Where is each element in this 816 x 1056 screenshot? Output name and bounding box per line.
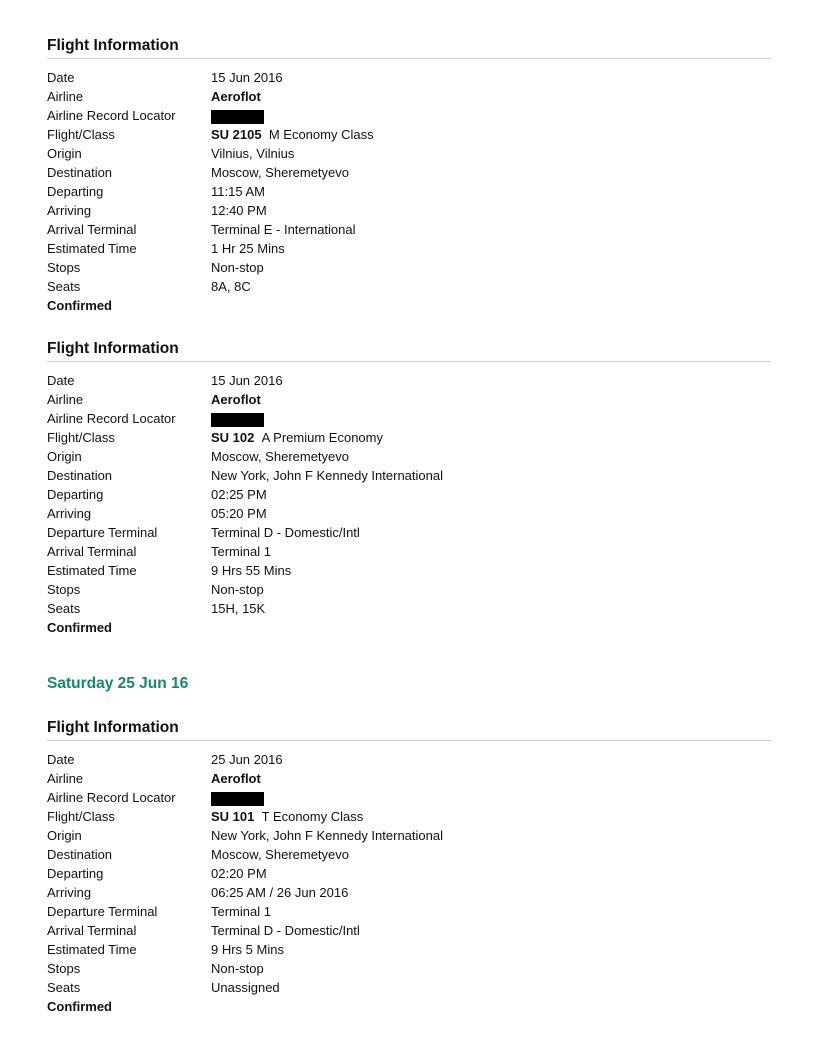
row-date: [47, 750, 611, 769]
flight-class: T Economy Class: [261, 809, 364, 824]
row-departing: [47, 485, 611, 504]
status-confirmed: Confirmed: [47, 999, 112, 1014]
value-origin: New York, John F Kennedy International: [211, 828, 443, 843]
redacted-record-locator: [211, 792, 264, 806]
flight-details-table: [47, 371, 611, 618]
day-heading: Saturday 25 Jun 16: [47, 675, 189, 692]
row-origin: [47, 447, 611, 466]
value-departing: 02:25 PM: [211, 487, 267, 502]
label-date: Date: [47, 70, 75, 85]
label-estimated-time: Estimated Time: [47, 942, 137, 957]
label-record-locator: Airline Record Locator: [47, 790, 176, 805]
row-record-locator: [47, 788, 611, 807]
label-seats: Seats: [47, 279, 81, 294]
row-stops: [47, 580, 611, 599]
label-destination: Destination: [47, 847, 113, 862]
row-date: [47, 68, 611, 87]
value-stops: Non-stop: [211, 582, 264, 597]
label-origin: Origin: [47, 449, 82, 464]
value-origin: Moscow, Sheremetyevo: [211, 449, 350, 464]
value-estimated-time: 1 Hr 25 Mins: [211, 241, 285, 256]
redacted-record-locator: [211, 413, 264, 427]
value-destination: Moscow, Sheremetyevo: [211, 847, 350, 862]
label-airline: Airline: [47, 392, 84, 407]
value-destination: New York, John F Kennedy International: [211, 468, 443, 483]
label-stops: Stops: [47, 260, 81, 275]
label-estimated-time: Estimated Time: [47, 241, 137, 256]
label-departing: Departing: [47, 184, 104, 199]
row-date: [47, 371, 611, 390]
row-airline: [47, 87, 611, 106]
row-stops: [47, 258, 611, 277]
flight-number: SU 2105: [211, 127, 262, 142]
flight-class: M Economy Class: [268, 127, 374, 142]
label-departure-terminal: Departure Terminal: [47, 525, 158, 540]
row-departing: [47, 864, 611, 883]
flight-segment-2: [47, 340, 771, 637]
value-arrival-terminal: Terminal 1: [211, 544, 271, 559]
label-airline: Airline: [47, 89, 84, 104]
value-stops: Non-stop: [211, 961, 264, 976]
value-arrival-terminal: Terminal D - Domestic/Intl: [211, 923, 360, 938]
value-estimated-time: 9 Hrs 5 Mins: [211, 942, 284, 957]
row-seats: [47, 978, 611, 997]
value-stops: Non-stop: [211, 260, 264, 275]
value-arriving: 06:25 AM / 26 Jun 2016: [211, 885, 349, 900]
label-stops: Stops: [47, 961, 81, 976]
row-estimated-time: [47, 940, 611, 959]
flight-details-table: [47, 68, 611, 296]
flight-details-table: [47, 750, 611, 997]
value-airline: Aeroflot: [211, 89, 261, 104]
row-arriving: [47, 504, 611, 523]
row-arriving: [47, 883, 611, 902]
label-seats: Seats: [47, 980, 81, 995]
row-origin: [47, 144, 611, 163]
row-airline: [47, 390, 611, 409]
value-seats: 8A, 8C: [211, 279, 251, 294]
row-destination: [47, 466, 611, 485]
value-estimated-time: 9 Hrs 55 Mins: [211, 563, 292, 578]
row-flight-class: [47, 125, 611, 144]
value-date: 15 Jun 2016: [211, 70, 283, 85]
row-stops: [47, 959, 611, 978]
row-departing: [47, 182, 611, 201]
label-arriving: Arriving: [47, 506, 92, 521]
flight-segment-3: [47, 719, 771, 1016]
row-flight-class: [47, 428, 611, 447]
row-arrival-terminal: [47, 542, 611, 561]
label-arriving: Arriving: [47, 885, 92, 900]
flight-class: A Premium Economy: [261, 430, 383, 445]
row-estimated-time: [47, 239, 611, 258]
label-estimated-time: Estimated Time: [47, 563, 137, 578]
row-departure-terminal: [47, 523, 611, 542]
row-estimated-time: [47, 561, 611, 580]
row-airline: [47, 769, 611, 788]
value-date: 25 Jun 2016: [211, 752, 283, 767]
value-arriving: 05:20 PM: [211, 506, 267, 521]
label-flight-class: Flight/Class: [47, 127, 115, 142]
section-title: Flight Information: [47, 340, 771, 362]
value-departing: 02:20 PM: [211, 866, 267, 881]
value-departure-terminal: Terminal 1: [211, 904, 271, 919]
label-departure-terminal: Departure Terminal: [47, 904, 158, 919]
value-origin: Vilnius, Vilnius: [211, 146, 295, 161]
label-airline: Airline: [47, 771, 84, 786]
flight-segment-1: [47, 37, 771, 315]
redacted-record-locator: [211, 110, 264, 124]
label-departing: Departing: [47, 866, 104, 881]
value-seats: 15H, 15K: [211, 601, 266, 616]
label-date: Date: [47, 373, 75, 388]
label-origin: Origin: [47, 146, 82, 161]
row-departure-terminal: [47, 902, 611, 921]
flight-number: SU 101: [211, 809, 255, 824]
row-origin: [47, 826, 611, 845]
value-arriving: 12:40 PM: [211, 203, 267, 218]
label-date: Date: [47, 752, 75, 767]
label-record-locator: Airline Record Locator: [47, 411, 176, 426]
row-record-locator: [47, 106, 611, 125]
label-arrival-terminal: Arrival Terminal: [47, 923, 137, 938]
value-seats: Unassigned: [211, 980, 280, 995]
label-arriving: Arriving: [47, 203, 92, 218]
value-arrival-terminal: Terminal E - International: [211, 222, 356, 237]
row-destination: [47, 163, 611, 182]
row-arriving: [47, 201, 611, 220]
status-confirmed: Confirmed: [47, 298, 112, 313]
row-flight-class: [47, 807, 611, 826]
row-arrival-terminal: [47, 921, 611, 940]
row-seats: [47, 599, 611, 618]
label-origin: Origin: [47, 828, 82, 843]
label-record-locator: Airline Record Locator: [47, 108, 176, 123]
status-confirmed: Confirmed: [47, 620, 112, 635]
label-arrival-terminal: Arrival Terminal: [47, 222, 137, 237]
value-date: 15 Jun 2016: [211, 373, 283, 388]
row-destination: [47, 845, 611, 864]
value-airline: Aeroflot: [211, 771, 261, 786]
section-title: Flight Information: [47, 37, 771, 59]
row-arrival-terminal: [47, 220, 611, 239]
label-flight-class: Flight/Class: [47, 809, 115, 824]
label-destination: Destination: [47, 468, 113, 483]
label-arrival-terminal: Arrival Terminal: [47, 544, 137, 559]
label-departing: Departing: [47, 487, 104, 502]
section-title: Flight Information: [47, 719, 771, 741]
flight-number: SU 102: [211, 430, 255, 445]
row-seats: [47, 277, 611, 296]
label-seats: Seats: [47, 601, 81, 616]
row-record-locator: [47, 409, 611, 428]
label-destination: Destination: [47, 165, 113, 180]
value-airline: Aeroflot: [211, 392, 261, 407]
label-flight-class: Flight/Class: [47, 430, 115, 445]
label-stops: Stops: [47, 582, 81, 597]
value-departing: 11:15 AM: [211, 184, 265, 199]
value-departure-terminal: Terminal D - Domestic/Intl: [211, 525, 360, 540]
value-destination: Moscow, Sheremetyevo: [211, 165, 350, 180]
